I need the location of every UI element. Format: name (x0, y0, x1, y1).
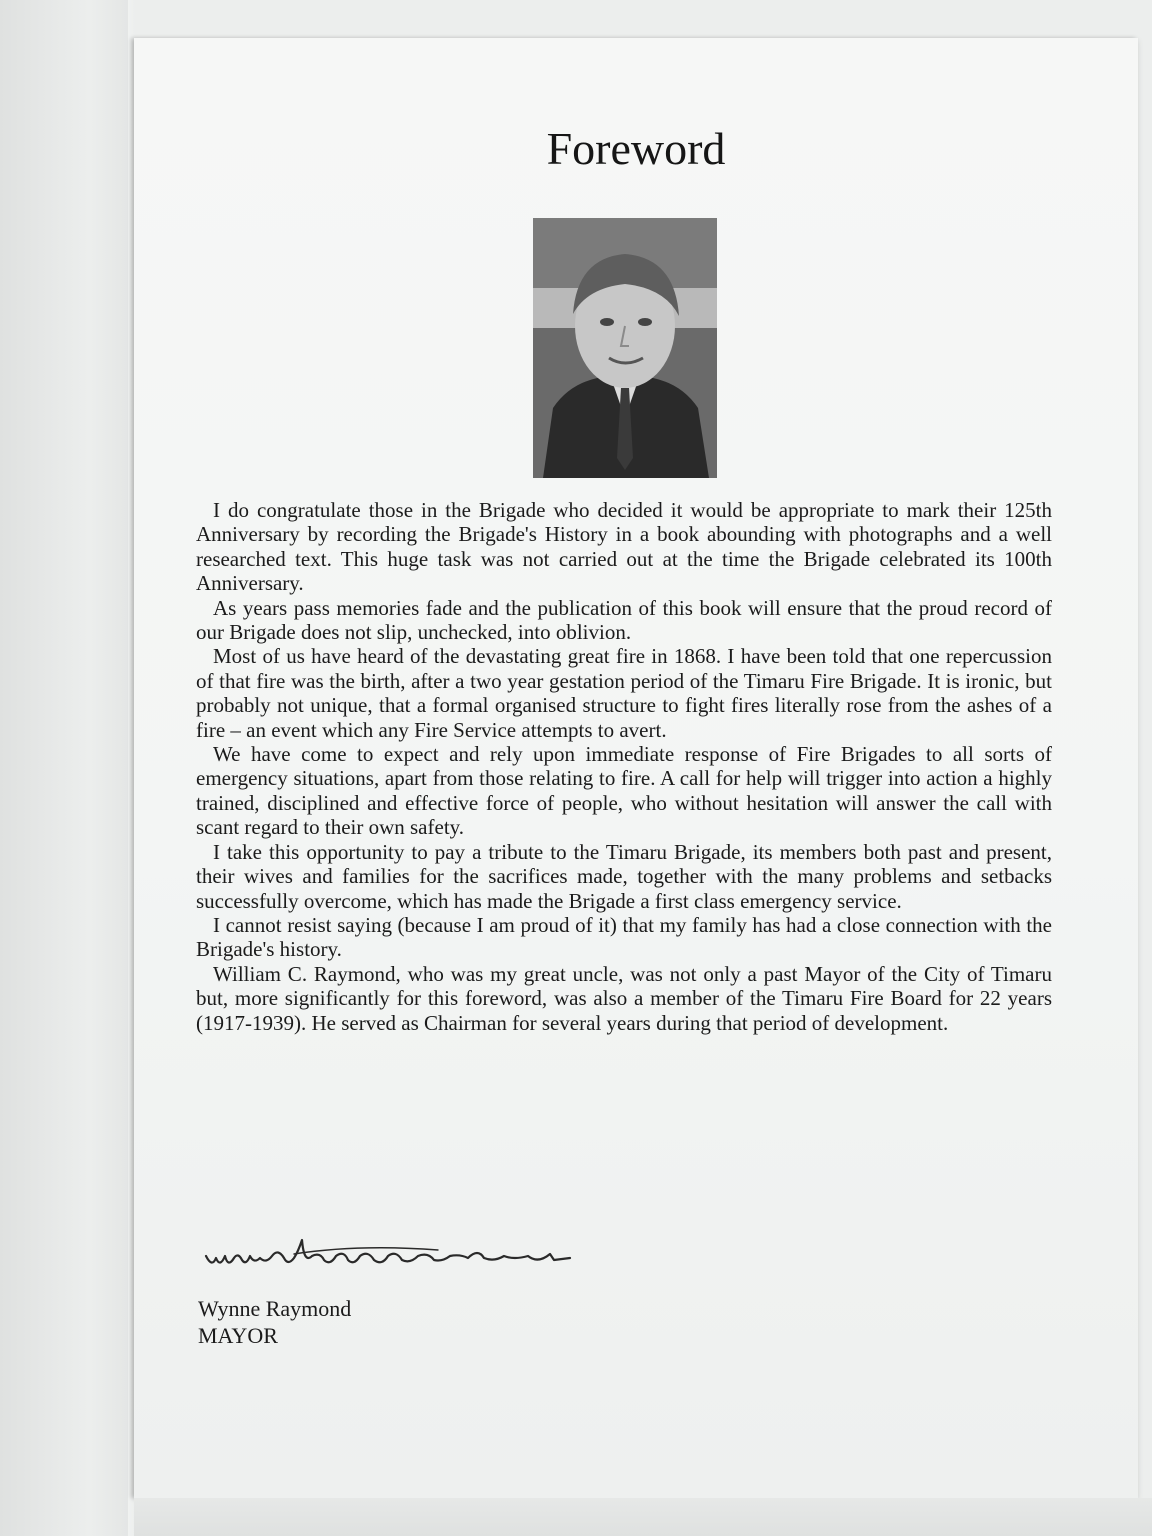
signer-title: MAYOR (198, 1323, 278, 1348)
foreword-body (196, 498, 1052, 1035)
page-bottom-edge (134, 1498, 1152, 1536)
paragraph-1: I do congratulate those in the Brigade who decided it would be appropriate to mark their 125th Anniversary by recording the Brigade's History in a book abounding with photographs and a well researched text. This huge task was not carried out at the time the Brigade celebrated its 100th Anniversary. (196, 498, 1052, 596)
page-title: Foreword (546, 123, 726, 174)
paragraph-6: I cannot resist saying (because I am proud of it) that my family has had a close connection with the Brigade's history. (196, 912, 1052, 962)
paragraph-5: I take this opportunity to pay a tribute to the Timaru Brigade, its members both past and present, their wives and families for the sacrifices made, together with the many problems and setbacks successfully overcome, which has made the Brigade a first class emergency service. (196, 839, 1052, 913)
previous-page-edge (0, 0, 128, 1536)
paragraph-3: Most of us have heard of the devastating great fire in 1868. I have been told that one repercussion of that fire was the birth, after a two year gestation period of the Timaru Fire Brigade. It is ironic, but probably not unique, that a formal organised structure to fight fires literally rose from the ashes of a fire – an event which any Fire Service attempts to avert. (196, 644, 1052, 742)
signer-name: Wynne Raymond (198, 1296, 352, 1321)
portrait-illustration (533, 218, 717, 478)
paragraph-2: As years pass memories fade and the publication of this book will ensure that the proud record of our Brigade does not slip, unchecked, into oblivion. (196, 595, 1052, 645)
portrait-photo (533, 218, 717, 478)
paragraph-7: William C. Raymond, who was my great uncle, was not only a past Mayor of the City of Timaru but, more significantly for this foreword, was also a member of the Timaru Fire Board for 22 years (1917-1939). He served as Chairman for several years during that period of development. (196, 961, 1052, 1035)
paragraph-4: We have come to expect and rely upon immediate response of Fire Brigades to all sorts of emergency situations, apart from those relating to fire. A call for help will trigger into action a highly trained, disciplined and effective force of people, who without hesitation will answer the call with scant regard to their own safety. (196, 742, 1052, 840)
handwritten-signature (198, 1234, 598, 1284)
